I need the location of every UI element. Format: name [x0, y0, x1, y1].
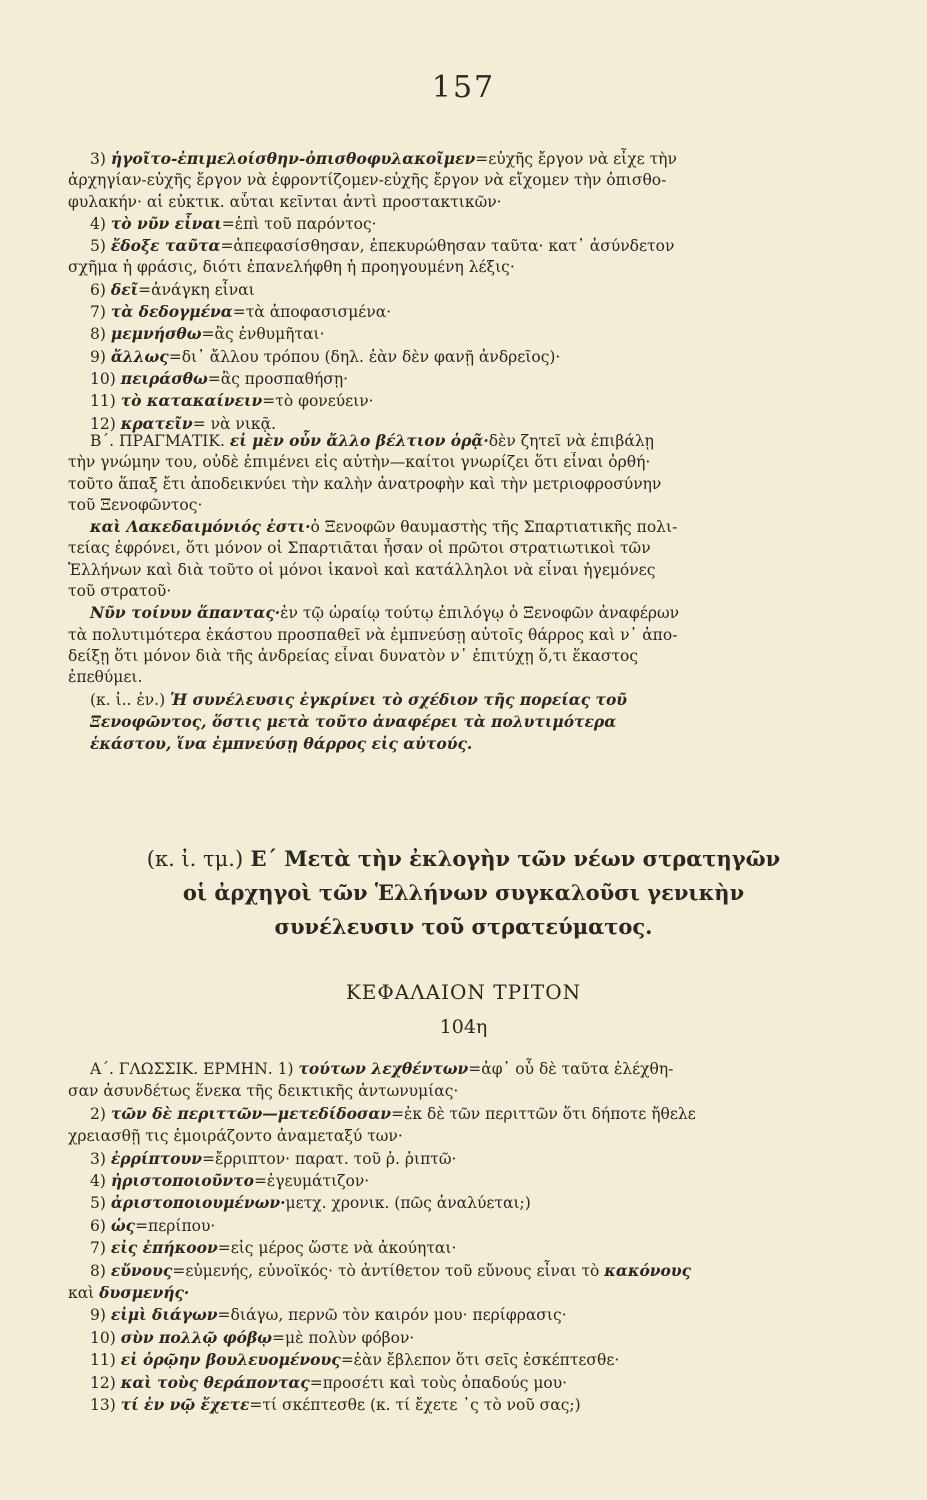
- text-line: [68, 1080, 876, 1102]
- line-n: 3): [90, 150, 106, 168]
- chapter-title: ΚΕΦΑΛΑΙΟΝ ΤΡΙΤΟΝ: [345, 980, 582, 1004]
- text-line: [68, 452, 876, 473]
- line-text: =ἀπεφασίσθησαν, ἐπεκυρώθησαν ταῦτα· κατ᾽ ἀσύνδετον: [220, 237, 675, 256]
- line-tail: κακόνους: [604, 1260, 692, 1280]
- line-text: χρειασθῇ τις ἐμοιράζοντο ἀναμεταξύ των·: [68, 1127, 403, 1146]
- text-line: [68, 257, 876, 278]
- line-text: σχῆμα ἡ φράσις, διότι ἐπανελήφθη ἡ προηγουμένη λέξις·: [68, 258, 515, 277]
- line-text: =ἐπὶ τοῦ παρόντος·: [221, 214, 377, 233]
- text-line: [68, 711, 876, 733]
- line-lemma: πειράσθω: [120, 368, 208, 388]
- heading-line1: Ε΄ Μετὰ τὴν ἐκλογὴν τῶν νέων στρατηγῶν: [250, 846, 781, 871]
- text-line: [68, 1192, 876, 1214]
- text-line: [68, 430, 876, 452]
- line-lemma: ἄλλως: [110, 346, 169, 366]
- text-line: [68, 1170, 876, 1192]
- text-line: [68, 1304, 876, 1326]
- text-line: [68, 346, 876, 368]
- text-line: [68, 560, 876, 581]
- text-line: [68, 1327, 876, 1349]
- text-line: [68, 1372, 876, 1394]
- line-lemma: ἑκάστου, ἵνα ἐμπνεύσῃ θάρρος εἰς αὐτούς.: [90, 734, 473, 754]
- text-line: [68, 1282, 876, 1304]
- line-lemma: τὸ κατακαίνειν: [120, 391, 263, 411]
- section-heading: [0, 842, 927, 876]
- line-n: 11): [90, 392, 116, 411]
- line-lemma: εὔνους: [110, 1260, 173, 1280]
- line-lemma: τί ἐν νῷ ἔχετε: [120, 1395, 250, 1415]
- line-text: τείας ἐφρόνει, ὅτι μόνον οἱ Σπαρτιᾶται ἦσαν οἱ πρῶτοι στρατιωτικοὶ τῶν: [68, 539, 651, 558]
- line-text: τοῦ Ξενοφῶντος·: [68, 495, 203, 514]
- line-lemma: σὺν πολλῷ φόβῳ: [120, 1327, 273, 1347]
- line-n: 5): [90, 237, 106, 256]
- line-lemma: μεμνήσθω: [110, 324, 202, 344]
- line-text: =δι᾽ ἄλλου τρόπου (δηλ. ἐὰν δὲν φανῇ ἀνδρεῖος)·: [168, 347, 561, 366]
- line-lemma: Ξενοφῶντος, ὅστις μετὰ τοῦτο ἀναφέρει τὰ πολυτιμότερα: [90, 711, 617, 731]
- notes-block-top: [68, 148, 876, 435]
- line-n: 9): [90, 1306, 106, 1325]
- line-text: σαν ἀσυνδέτως ἕνεκα τῆς δεικτικῆς ἀντωνυμίας·: [68, 1082, 459, 1101]
- line-text: =ἐκ δὲ τῶν περιττῶν ὅτι δήποτε ἤθελε: [391, 1104, 696, 1123]
- line-text: =διάγω, περνῶ τὸν καιρόν μου· περίφρασις·: [217, 1306, 567, 1325]
- line-text: =ἂς ἐνθυμῆται·: [201, 325, 325, 344]
- text-line: [68, 213, 876, 235]
- line-lemma: ἐρρίπτουν: [110, 1148, 203, 1168]
- line-lemma: τὰ δεδογμένα: [110, 302, 233, 322]
- line-n: 5): [90, 1194, 106, 1213]
- line-n: 9): [90, 347, 106, 366]
- line-text: =εἰς μέρος ὥστε νὰ ἀκούηται·: [217, 1239, 457, 1258]
- line-lemma: εἰμὶ διάγων: [110, 1305, 218, 1325]
- line-text: =εὐμενής, εὐνοϊκός· τὸ ἀντίθετον τοῦ εὔνους εἶναι τὸ: [172, 1261, 600, 1280]
- chapter-subtitle: 104η: [439, 1016, 488, 1038]
- line-text: = νὰ νικᾷ.: [192, 414, 276, 433]
- text-line: [68, 1125, 876, 1147]
- text-line: [68, 1215, 876, 1237]
- line-text: =ἔρριπτον· παρατ. τοῦ ῥ. ῥιπτῶ·: [202, 1149, 457, 1168]
- line-n: 10): [90, 1328, 116, 1347]
- line-text: =εὐχῆς ἔργον νὰ εἶχε τὴν: [475, 150, 677, 168]
- line-text: φυλακήν· αἱ εὐκτικ. αὗται κεῖνται ἀντὶ προστακτικῶν·: [68, 192, 502, 211]
- line-text: δὲν ζητεῖ νὰ ἐπιβάλῃ: [488, 432, 654, 450]
- text-line: [68, 1103, 876, 1125]
- text-line: [68, 474, 876, 495]
- text-line: [68, 646, 876, 667]
- text-line: [68, 1237, 876, 1259]
- line-lemma: κρατεῖν: [120, 413, 193, 433]
- line-text: =ἐὰν ἔβλεπον ὅτι σεῖς ἐσκέπτεσθε·: [340, 1351, 620, 1370]
- line-text: μετχ. χρονικ. (πῶς ἀναλύεται;): [285, 1194, 531, 1213]
- line-lemma: καὶ τοὺς θεράποντας: [120, 1372, 310, 1392]
- line-text: ἐπεθύμει.: [68, 668, 143, 687]
- text-line: [68, 368, 876, 390]
- line-lemma: τούτων λεχθέντων: [298, 1059, 469, 1078]
- text-line: [68, 279, 876, 301]
- line-n: 6): [90, 280, 106, 299]
- heading-line2: οἱ ἀρχηγοὶ τῶν Ἑλλήνων συγκαλοῦσι γενικὴν: [182, 880, 745, 905]
- line-lemma: τῶν δὲ περιττῶν—μετεδίδοσαν: [110, 1103, 392, 1123]
- line-n: 10): [90, 369, 116, 388]
- line-tail: δυσμενής·: [99, 1283, 190, 1303]
- line-text: ἀρχηγίαν-εὐχῆς ἔργον νὰ ἐφροντίζομεν-εὐχῆς ἔργον νὰ εἴχομεν τὴν ὀπισθο-: [68, 171, 667, 190]
- text-line: [68, 581, 876, 602]
- text-line: [68, 1349, 876, 1371]
- line-lemma: ὡς: [110, 1215, 136, 1235]
- line-text: τοῦ στρατοῦ·: [68, 582, 172, 601]
- text-line: [68, 495, 876, 516]
- line-n: 7): [90, 1239, 106, 1258]
- line-text: ἐν τῷ ὡραίῳ τούτῳ ἐπιλόγῳ ὁ Ξενοφῶν ἀναφέρων: [280, 604, 680, 623]
- line-n: 8): [90, 1261, 106, 1280]
- text-line: [68, 235, 876, 257]
- text-line: [68, 323, 876, 345]
- line-n: 7): [90, 303, 106, 322]
- line-text: τὰ πολυτιμότερα ἑκάστου προσπαθεῖ νὰ ἐμπνεύσῃ αὐτοῖς θάρρος καὶ ν᾽ ἀπο-: [68, 625, 678, 644]
- line-n: 6): [90, 1216, 106, 1235]
- text-line: [68, 170, 876, 191]
- page-number: 157: [431, 70, 496, 105]
- line-lemma: εἰ μὲν οὖν ἄλλο βέλτιον ὁρᾷ·: [229, 431, 489, 450]
- heading-prefix: (κ. ἰ. τμ.): [146, 847, 244, 871]
- text-line: [68, 1058, 876, 1080]
- line-lemma: Νῦν τοίνυν ἅπαντας·: [90, 603, 281, 623]
- line-text: =ἀνάγκη εἶναι: [138, 280, 255, 299]
- line-lead: Α΄. ΓΛΩΣΣΙΚ. ΕΡΜΗΝ. 1): [90, 1060, 294, 1078]
- line-n: 8): [90, 325, 106, 344]
- text-line: [68, 689, 876, 711]
- text-line: [68, 516, 876, 538]
- line-n: 11): [90, 1351, 116, 1370]
- line-lemma: τὸ νῦν εἶναι: [110, 213, 222, 233]
- text-line: [68, 602, 876, 624]
- heading-line3: συνέλευσιν τοῦ στρατεύματος.: [274, 914, 653, 939]
- line-lemma: ἔδοξε ταῦτα: [110, 236, 221, 256]
- text-line: [68, 148, 876, 170]
- text-line: [68, 667, 876, 688]
- line-lemma: ἡγοῖτο-ἐπιμελοίσθην-ὀπισθοφυλακοῖμεν: [110, 149, 476, 168]
- line-lead: (κ. ἰ.. ἐν.): [90, 690, 166, 709]
- line-n: 12): [90, 414, 116, 433]
- text-line: [68, 301, 876, 323]
- line-text: =περίπου·: [135, 1216, 216, 1235]
- text-line: [68, 538, 876, 559]
- line-lemma: εἰ ὁρῷην βουλευομένους: [120, 1350, 341, 1370]
- line-text: =μὲ πολὺν φόβον·: [272, 1328, 415, 1347]
- line-text: =τί σκέπτεσθε (κ. τί ἔχετε ᾽ς τὸ νοῦ σας;): [249, 1396, 581, 1415]
- text-line: [68, 733, 876, 755]
- text-line: [68, 1148, 876, 1170]
- line-lemma: δεῖ: [110, 279, 139, 299]
- line-n: 13): [90, 1396, 116, 1415]
- line-lemma: εἰς ἐπήκοον: [110, 1238, 218, 1258]
- line-text: =τὸ φονεύειν·: [262, 392, 374, 411]
- line-text: Ἑλλήνων καὶ διὰ τοῦτο οἱ μόνοι ἱκανοὶ καὶ κατάλληλοι νὰ εἶναι ἡγεμόνες: [68, 560, 656, 579]
- line-n: 4): [90, 214, 106, 233]
- line-text: =ἂς προσπαθήσῃ·: [207, 369, 349, 388]
- line-n: 4): [90, 1172, 106, 1191]
- notes-block-bottom: [68, 1058, 876, 1417]
- line-text: δείξῃ ὅτι μόνον διὰ τῆς ἀνδρείας εἶναι δυνατὸν ν᾽ ἐπιτύχῃ ὅ,τι ἕκαστος: [68, 646, 639, 665]
- line-n: 3): [90, 1149, 106, 1168]
- text-line: [68, 192, 876, 213]
- line-text: =προσέτι καὶ τοὺς ὀπαδούς μου·: [309, 1373, 568, 1392]
- section-b-block: [68, 430, 876, 755]
- line-lemma: καὶ Λακεδαιμόνιός ἐστι·: [90, 517, 311, 537]
- line-n: 2): [90, 1104, 106, 1123]
- line-text: καὶ: [68, 1284, 95, 1303]
- line-lemma: Ἡ συνέλευσις ἐγκρίνει τὸ σχέδιον τῆς πορείας τοῦ: [170, 689, 628, 709]
- line-lemma: ἀριστοποιουμένων·: [110, 1193, 286, 1213]
- line-text: ὁ Ξενοφῶν θαυμαστὴς τῆς Σπαρτιατικῆς πολι-: [310, 518, 678, 537]
- text-line: [68, 1394, 876, 1416]
- line-lemma: ἠριστοποιοῦντο: [110, 1171, 254, 1191]
- line-text: =ἐγευμάτιζον·: [253, 1172, 370, 1191]
- line-text: τοῦτο ἅπαξ ἔτι ἀποδεικνύει τὴν καλὴν ἀνατροφὴν καὶ τὴν μετριοφροσύνην: [68, 474, 662, 493]
- line-text: τὴν γνώμην του, οὐδὲ ἐπιμένει εἰς αὐτὴν—καίτοι γνωρίζει ὅτι εἶναι ὀρθή·: [68, 453, 651, 472]
- text-line: [68, 390, 876, 412]
- text-line: [68, 1260, 876, 1282]
- line-text: =ἀφ᾽ οὗ δὲ ταῦτα ἐλέχθη-: [468, 1060, 674, 1078]
- line-n: 12): [90, 1373, 116, 1392]
- line-text: =τὰ ἀποφασισμένα·: [232, 303, 392, 322]
- line-lead: Β΄. ΠΡΑΓΜΑΤΙΚ.: [90, 432, 225, 450]
- text-line: [68, 625, 876, 646]
